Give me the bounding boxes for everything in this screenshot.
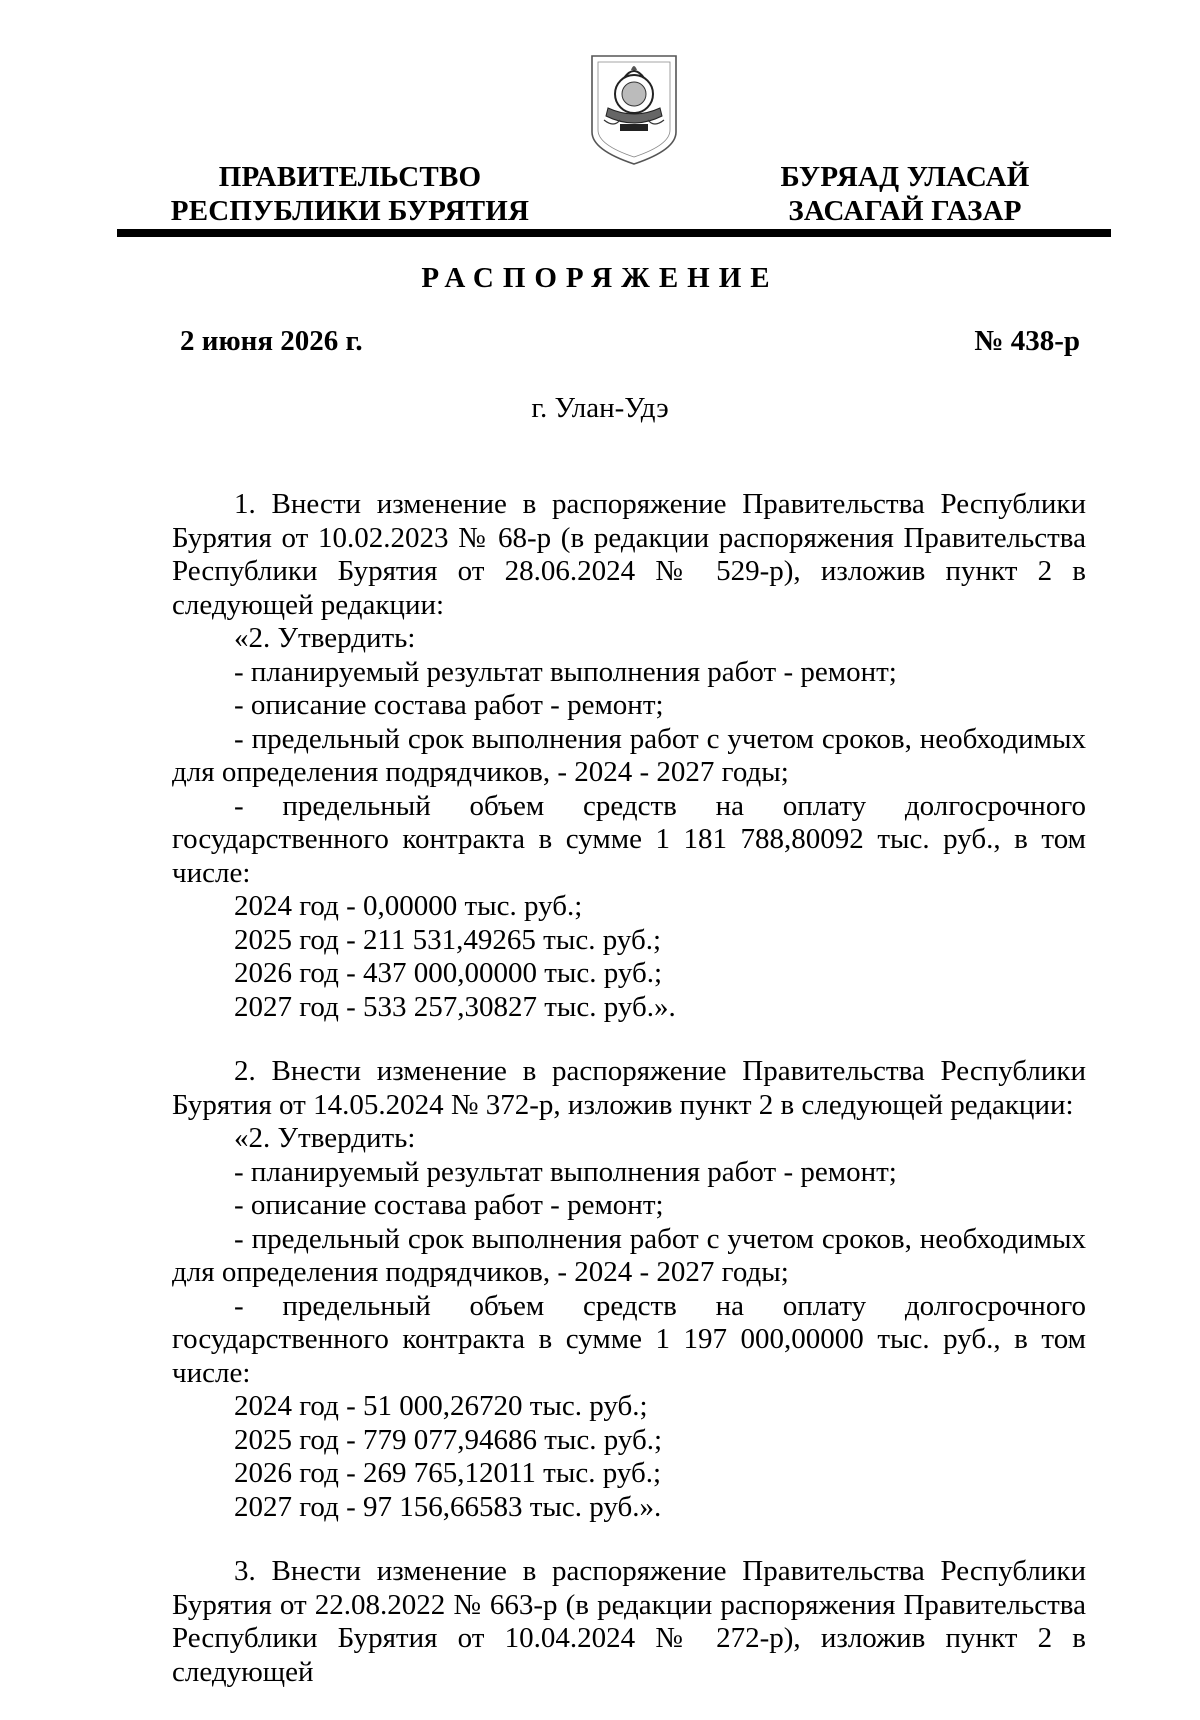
item-year-line: 2026 год - 269 765,12011 тыс. руб.; [234, 1457, 661, 1489]
item-result: - планируемый результат выполнения работ - ремонт; [234, 655, 897, 688]
item-intro: 3. Внести изменение в распоряжение Правительства Республики Бурятия от 22.08.2022 № 663-р (в редакции распоряжения Правительства Республики Бурятия от 10.04.2024 № 272-р), изложив пункт 2 в следующей [172, 1555, 1086, 1688]
item-scope: - описание состава работ - ремонт; [234, 1189, 664, 1221]
item-year-line: 2025 год - 211 531,49265 тыс. руб.; [234, 923, 661, 956]
item-1 [172, 488, 1086, 1024]
document-body [172, 488, 1086, 1720]
header-right [750, 160, 1060, 228]
header-left [150, 160, 550, 228]
item-volume: - предельный объем средств на оплату долгосрочного государственного контракта в сумме 1 181 788,80092 тыс. руб., в том числе: [172, 789, 1086, 889]
item-intro: 2. Внести изменение в распоряжение Правительства Республики Бурятия от 14.05.2024 № 372-р, изложив пункт 2 в следующей редакции: [172, 1055, 1086, 1121]
item-volume: - предельный объем средств на оплату долгосрочного государственного контракта в сумме 1 197 000,00000 тыс. руб., в том числе: [172, 1289, 1086, 1389]
item-year-line: 2027 год - 97 156,66583 тыс. руб.». [234, 1490, 662, 1523]
document-number: № 438-р [974, 325, 1080, 357]
document-title: РАСПОРЯЖЕНИЕ [421, 262, 779, 294]
item-2 [172, 1055, 1086, 1524]
item-scope: - описание состава работ - ремонт; [234, 689, 664, 721]
item-term: - предельный срок выполнения работ с учетом сроков, необходимых для определения подрядчиков, - 2024 - 2027 годы; [172, 722, 1086, 788]
item-year-line: 2027 год - 533 257,30827 тыс. руб.». [234, 990, 676, 1023]
item-year-line: 2026 год - 437 000,00000 тыс. руб.; [234, 957, 663, 989]
item-year-line: 2025 год - 779 077,94686 тыс. руб.; [234, 1423, 663, 1456]
document-date: 2 июня 2026 г. [180, 325, 363, 357]
header-right-line2: ЗАСАГАЙ ГАЗАР [788, 195, 1022, 227]
coat-of-arms-icon [584, 50, 684, 170]
item-approve: «2. Утвердить: [234, 622, 416, 654]
item-year-line: 2024 год - 0,00000 тыс. руб.; [234, 890, 583, 922]
item-year-line: 2024 год - 51 000,26720 тыс. руб.; [234, 1390, 648, 1422]
document-city: г. Улан-Удэ [531, 392, 669, 424]
header-left-line2: РЕСПУБЛИКИ БУРЯТИЯ [170, 195, 530, 227]
item-result: - планируемый результат выполнения работ - ремонт; [234, 1155, 897, 1188]
header-divider [117, 229, 1111, 237]
item-term: - предельный срок выполнения работ с учетом сроков, необходимых для определения подрядчиков, - 2024 - 2027 годы; [172, 1222, 1086, 1288]
item-approve: «2. Утвердить: [234, 1122, 416, 1154]
header-right-line1: БУРЯАД УЛАСАЙ [780, 161, 1030, 193]
item-3 [172, 1555, 1086, 1689]
item-intro: 1. Внести изменение в распоряжение Правительства Республики Бурятия от 10.02.2023 № 68-р (в редакции распоряжения Правительства Республики Бурятия от 28.06.2024 № 529-р), изложив пункт 2 в следующей редакции: [172, 488, 1086, 621]
header-left-line1: ПРАВИТЕЛЬСТВО [218, 161, 482, 193]
